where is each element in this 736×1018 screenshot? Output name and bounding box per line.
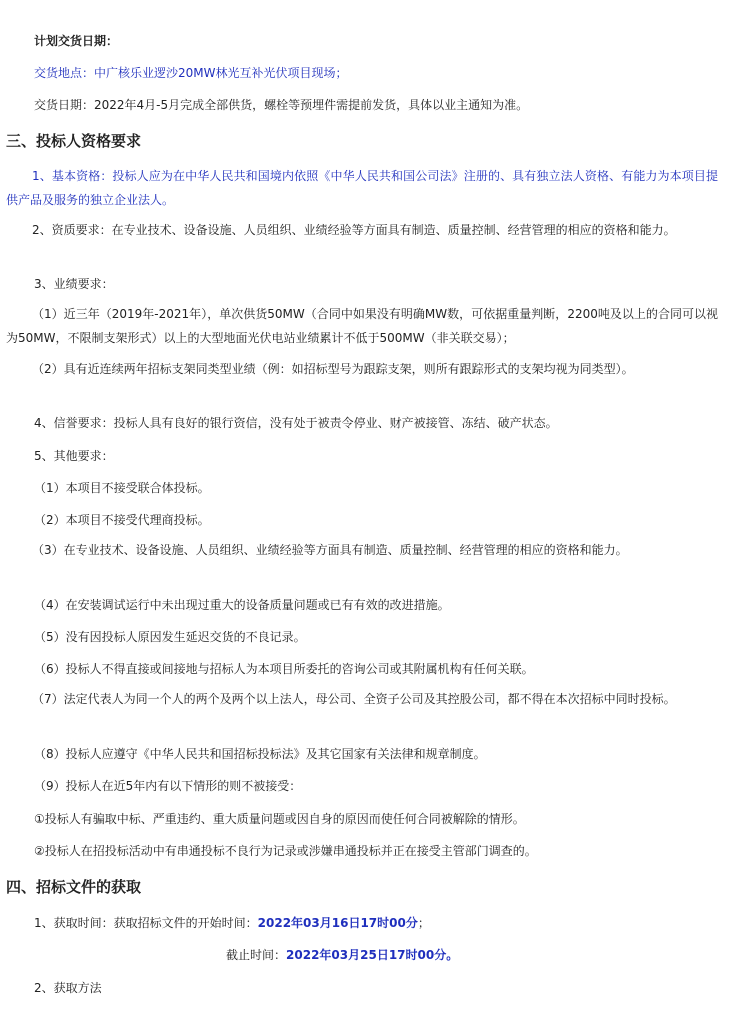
section-4-title: 四、招标文件的获取 [6, 878, 142, 896]
delivery-date: 交货日期：2022年4月-5月完成全部供货，螺栓等预埋件需提前发货，具体以业主通知为准。 [34, 98, 529, 112]
acquisition-end-label: 截止时间： [226, 948, 287, 962]
requirement-other-9b: ②投标人在招投标活动中有串通投标不良行为记录或涉嫌串通投标并正在接受主管部门调查的。 [34, 844, 537, 858]
requirement-other-7: （7）法定代表人为同一个人的两个及两个以上法人，母公司、全资子公司及其控股公司，都不得在本次招标中同时投标。 [32, 692, 676, 706]
requirement-other-1: （1）本项目不接受联合体投标。 [34, 481, 210, 495]
acquisition-time [34, 915, 430, 931]
requirement-other-2: （2）本项目不接受代理商投标。 [34, 513, 210, 527]
acquisition-method: 2、获取方法 [34, 981, 102, 995]
acquisition-end-time: 2022年03月25日17时00分。 [286, 948, 459, 962]
requirement-credit: 4、信誉要求：投标人具有良好的银行资信，没有处于被责令停业、财产被接管、冻结、破产状态。 [34, 416, 558, 430]
requirement-other-4: （4）在安装调试运行中未出现过重大的设备质量问题或已有有效的改进措施。 [34, 598, 450, 612]
requirement-other-5: （5）没有因投标人原因发生延迟交货的不良记录。 [34, 630, 306, 644]
requirement-performance: 3、业绩要求： [34, 277, 114, 291]
requirement-other-8: （8）投标人应遵守《中华人民共和国招标投标法》及其它国家有关法律和规章制度。 [34, 747, 486, 761]
requirement-qualification: 2、资质要求：在专业技术、设备设施、人员组织、业绩经验等方面具有制造、质量控制、经营管理的相应的资格和能力。 [32, 223, 676, 237]
acquisition-time-label: 1、获取时间：获取招标文件的开始时间： [34, 916, 258, 930]
section-3-title: 三、投标人资格要求 [6, 132, 142, 150]
requirement-other-9: （9）投标人在近5年内有以下情形的则不被接受： [34, 779, 302, 793]
requirement-basic: 1、基本资格：投标人应为在中华人民共和国境内依照《中华人民共和国公司法》注册的、具有独立法人资格、有能力为本项目提供产品及服务的独立企业法人。 [6, 169, 718, 207]
requirement-other-9a: ①投标人有骗取中标、严重违约、重大质量问题或因自身的原因而使任何合同被解除的情形。 [34, 812, 525, 826]
requirement-other-6: （6）投标人不得直接或间接地与招标人为本项目所委托的咨询公司或其附属机构有任何关联。 [34, 662, 534, 676]
acquisition-start-punct: ； [417, 916, 430, 930]
delivery-date-heading: 计划交货日期： [34, 34, 119, 48]
acquisition-start-time: 2022年03月16日17时00分 [257, 916, 418, 930]
requirement-performance-1: （1）近三年（2019年-2021年），单次供货50MW（合同中如果没有明确MW数，可依据重量判断，2200吨及以上的合同可以视为50MW，不限制支架形式）以上的大型地面光伏电站业绩累计不低于500MW（非关联交易）； [6, 307, 718, 345]
requirement-other-3: （3）在专业技术、设备设施、人员组织、业绩经验等方面具有制造、质量控制、经营管理的相应的资格和能力。 [32, 543, 628, 557]
delivery-location: 交货地点：中广核乐业逻沙20MW林光互补光伏项目现场； [34, 66, 348, 80]
requirement-performance-2: （2）具有近连续两年招标支架同类型业绩（例：如招标型号为跟踪支架，则所有跟踪形式的支架均视为同类型）。 [32, 362, 634, 376]
acquisition-deadline [226, 947, 458, 963]
requirement-other: 5、其他要求： [34, 449, 114, 463]
